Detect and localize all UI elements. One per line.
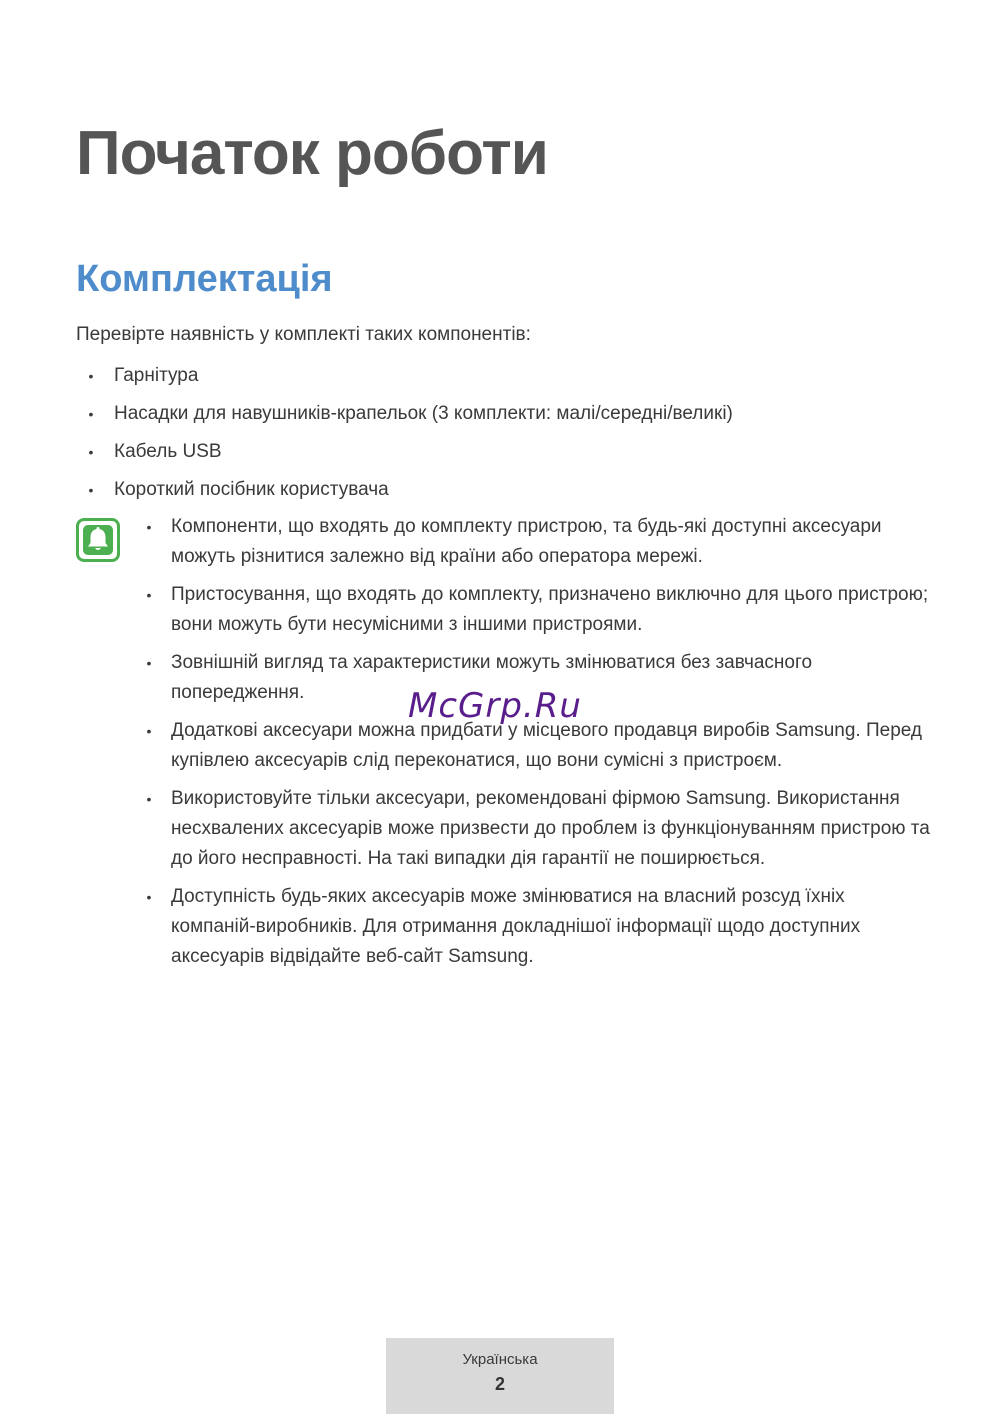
bullet: •: [146, 791, 152, 807]
bullet: •: [88, 482, 94, 498]
list-item: [86, 438, 733, 476]
bullet: •: [146, 723, 152, 739]
bullet: •: [146, 655, 152, 671]
list-item-text: Гарнітура: [114, 365, 199, 386]
bullet: •: [88, 444, 94, 460]
bullet: •: [88, 368, 94, 384]
notice-item: [144, 512, 934, 572]
notice-item-text: Доступність будь-яких аксесуарів може змінюватися на власний розсуд їхніх компаній-виробників. Для отримання докладнішої інформації щодо доступних аксесуарів відвідайте веб-сайт Samsung.: [171, 886, 861, 967]
bell-icon-glyph: [83, 524, 113, 556]
list-item-text: Кабель USB: [114, 441, 222, 462]
bell-icon: [76, 518, 120, 562]
page-footer: [386, 1338, 614, 1414]
notice-item: [144, 580, 934, 640]
list-item: [86, 400, 733, 438]
footer-language: Українська: [462, 1351, 538, 1368]
section-title: Комплектація: [76, 258, 333, 300]
notice-list: [144, 512, 934, 980]
notice-item-text: Зовнішній вигляд та характеристики можуть змінюватися без завчасного попередження.: [171, 652, 813, 703]
bullet: •: [88, 406, 94, 422]
page-number: 2: [494, 1374, 505, 1394]
notice-item-text: Компоненти, що входять до комплекту пристрою, та будь-які доступні аксесуари можуть різнитися залежно від країни або оператора мережі.: [171, 516, 882, 567]
notice-item: [144, 882, 934, 972]
notice-item: [144, 784, 934, 874]
list-item: [86, 362, 733, 400]
package-contents-list: [86, 362, 733, 514]
list-item-text: Насадки для навушників-крапельок (3 комплекти: малі/середні/великі): [114, 403, 733, 424]
list-item-text: Короткий посібник користувача: [114, 479, 389, 500]
list-item: [86, 476, 733, 514]
watermark: McGrp.Ru: [408, 686, 582, 726]
notice-item-text: Додаткові аксесуари можна придбати у місцевого продавця виробів Samsung. Перед купівлею аксесуарів слід переконатися, що вони сумісні з пристроєм.: [171, 720, 923, 771]
bullet: •: [146, 889, 152, 905]
notice-item-text: Пристосування, що входять до комплекту, призначено виключно для цього пристрою; вони можуть бути несумісними з іншими пристроями.: [171, 584, 929, 635]
notice-item-text: Використовуйте тільки аксесуари, рекомендовані фірмою Samsung. Використання несхвалених аксесуарів може призвести до проблем із функціонуванням пристрою та до його несправності. На такі випадки дія гарантії не поширюється.: [171, 788, 930, 869]
section-intro: Перевірте наявність у комплекті таких компонентів:: [76, 324, 531, 345]
page-title: Початок роботи: [76, 119, 548, 188]
bullet: •: [146, 519, 152, 535]
bullet: •: [146, 587, 152, 603]
